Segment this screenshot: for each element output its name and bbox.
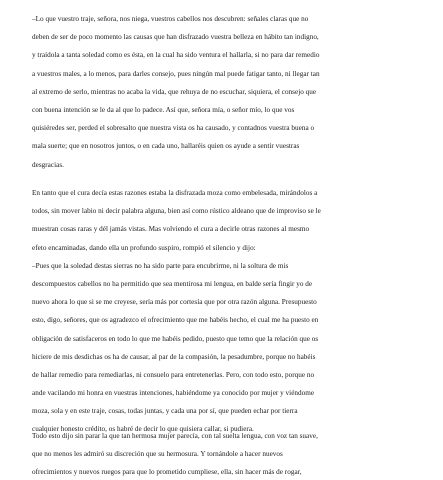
text-line: deben de ser de poco momento las causas que han disfrazado vuestra belleza en hábito tan indigno, bbox=[32, 33, 319, 42]
text-line: a vuestros males, a lo menos, para darles consejo, pues ningún mal puede fatigar tanto, ni llegar tan bbox=[32, 69, 320, 78]
text-line: mala suerte; que en nosotros juntos, o en cada uno, hallaréis quien os ayude a sentir vuestras bbox=[32, 142, 300, 151]
text-line: desgracias. bbox=[32, 160, 64, 169]
text-line: que no menos les admiró su discreción que su hermosura. Y tornándole a hacer nuevos bbox=[32, 450, 283, 459]
paragraph-narration bbox=[32, 427, 414, 480]
text-line: nuevo ahora lo que si se me creyese, sería más por cortesía que por otra razón alguna. Presupuesto bbox=[32, 298, 317, 307]
text-line: ande vacilando mi honra en vuestras intenciones, habiéndome ya conocido por mujer y viéndome bbox=[32, 389, 315, 398]
text-line: En tanto que el cura decía estas razones estaba la disfrazada moza como embelesada, mirándolos a bbox=[32, 189, 318, 197]
text-line: –Lo que vuestro traje, señora, nos niega, vuestros cabellos nos descubren: señales claras que no bbox=[32, 15, 309, 23]
text-line: descompuestos cabellos no ha permitido que sea mentirosa mi lengua, en balde sería fingir yo de bbox=[32, 279, 313, 288]
text-line: hiciere de mis desdichas os ha de causar, al par de la compasión, la pesadumbre, porque no habéis bbox=[32, 352, 316, 361]
paragraph-maiden-reply bbox=[32, 184, 414, 439]
text-line: –Pues que la soledad destas sierras no ha sido parte para encubrirme, ni la soltura de mis bbox=[32, 261, 289, 270]
text-line: ofrecimientos y nuevos ruegos para que lo prometido cumpliese, ella, sin hacer más de rogar, bbox=[32, 468, 302, 477]
text-line: y traídola a tanta soledad como es ésta, en la cual ha sido ventura el hallarla, si no para dar remedio bbox=[32, 51, 320, 60]
text-line: todos, sin mover labio ni decir palabra alguna, bien así como rústico aldeano que de improviso se le bbox=[32, 207, 321, 216]
text-line: moza, sola y en este traje, cosas, todas juntas, y cada una por sí, que pueden echar por tierra bbox=[32, 407, 298, 416]
text-line: Todo esto dijo sin parar la que tan hermosa mujer parecía, con tal suelta lengua, con voz tan suave, bbox=[32, 432, 318, 440]
text-line: muestran cosas raras y dél jamás vistas. Mas volviendo el cura a decirle otras razones al mesmo bbox=[32, 225, 310, 234]
text-line: efeto encaminadas, dando ella un profundo suspiro, rompió el silencio y dijo: bbox=[32, 243, 256, 252]
text-line: esto, digo, señores, que os agradezco el ofrecimiento que me habéis hecho, el cual me ha puesto en bbox=[32, 316, 319, 325]
text-line: con buena intención se le da al que lo padece. Así que, señora mía, o señor mío, lo que vos bbox=[32, 105, 295, 114]
text-line: cualquier honesto crédito, os habré de decir lo que quisiera callar, si pudiera. bbox=[32, 425, 254, 434]
text-line: al extremo de serlo, mientras no acaba la vida, que rehuya de no escuchar, siquiera, el consejo que bbox=[32, 87, 317, 96]
text-line: quisiéredes ser, perded el sobresalto que nuestra vista os ha causado, y contadnos vuestra buena o bbox=[32, 124, 315, 133]
text-line: obligación de satisfaceros en todo lo que me habéis pedido, puesto que temo que la relación que os bbox=[32, 334, 319, 343]
paragraph-priest-speech bbox=[32, 10, 414, 174]
text-line: de hallar remedio para remediarlas, ni consuelo para entretenerlas. Pero, con todo esto, porque no bbox=[32, 370, 315, 379]
